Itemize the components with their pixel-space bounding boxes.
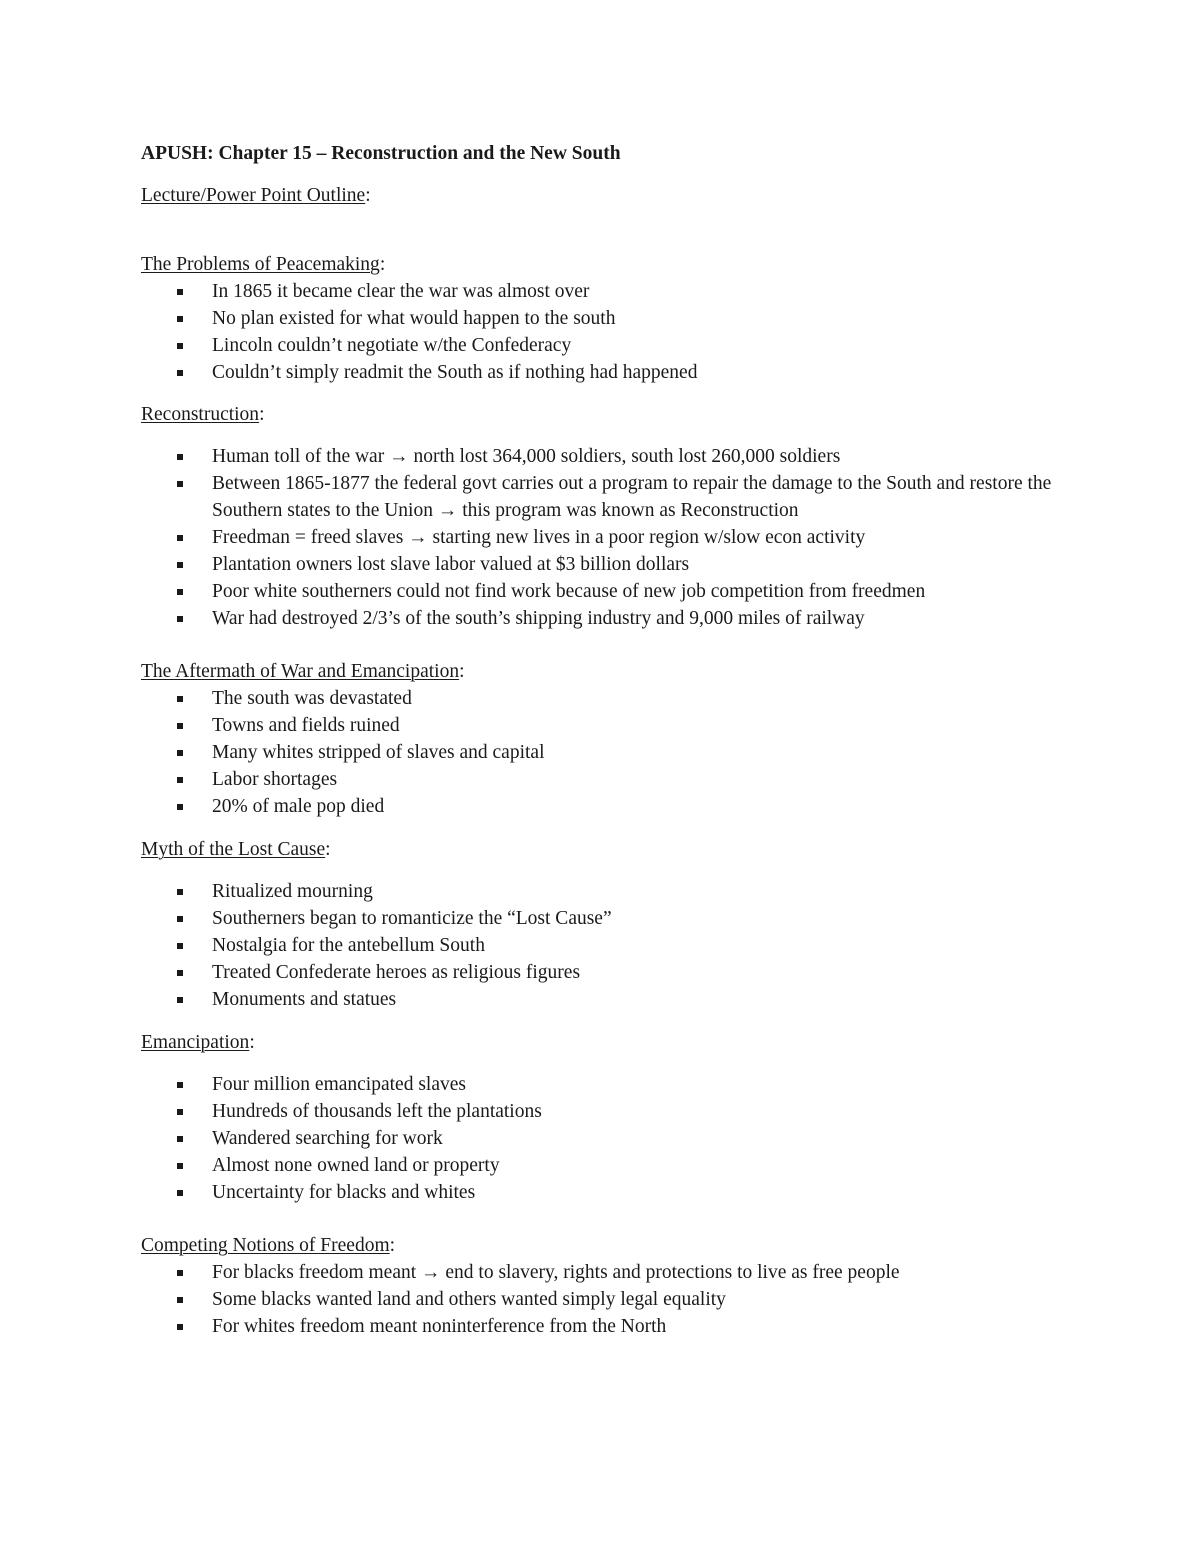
document-page <box>141 140 1081 1340</box>
list-item <box>141 524 1081 551</box>
list-item-text: Southerners began to romanticize the “Lost Cause” <box>212 908 612 929</box>
list-item-text: War had destroyed 2/3’s of the south’s shipping industry and 9,000 miles of railway <box>212 608 865 629</box>
list-item-text: For blacks freedom meant → end to slavery, rights and protections to live as free people <box>212 1262 900 1283</box>
list-item <box>141 305 1081 332</box>
list-item <box>141 1098 1081 1125</box>
list-item <box>141 332 1081 359</box>
list-item-text: No plan existed for what would happen to the south <box>212 308 616 329</box>
section-heading-problems-of-peacemaking <box>141 251 1081 278</box>
section-heading-text: Competing Notions of Freedom <box>141 1235 390 1256</box>
section-heading-text: Emancipation <box>141 1032 250 1053</box>
section-heading-colon: : <box>389 1235 396 1256</box>
section-heading-emancipation <box>141 1029 1081 1056</box>
list-item-text: Four million emancipated slaves <box>212 1074 466 1095</box>
list-item <box>141 793 1081 820</box>
list-item <box>141 1125 1081 1152</box>
list-item-text: For whites freedom meant noninterference from the North <box>212 1316 667 1337</box>
list-item <box>141 578 1081 605</box>
list-item-text: Between 1865-1877 the federal govt carries out a program to repair the damage to the South and restore the Southern states to the Union → this program was known as Reconstruction <box>212 473 1052 521</box>
list-item-text: Human toll of the war → north lost 364,000 soldiers, south lost 260,000 soldiers <box>212 446 841 467</box>
list-item <box>141 1313 1081 1340</box>
square-bullet-icon <box>177 1297 183 1303</box>
outline-subtitle-text: Lecture/Power Point Outline <box>141 185 366 206</box>
square-bullet-icon <box>177 723 183 729</box>
section-heading-competing-notions-of-freedom <box>141 1232 1081 1259</box>
list-item <box>141 1152 1081 1179</box>
outline-subtitle <box>141 182 1081 209</box>
list-item <box>141 878 1081 905</box>
bullet-list-competing-notions-of-freedom <box>141 1259 1081 1340</box>
section-heading-colon: : <box>325 839 331 860</box>
list-item-text: Nostalgia for the antebellum South <box>212 935 485 956</box>
square-bullet-icon <box>177 1082 183 1088</box>
square-bullet-icon <box>177 316 183 322</box>
list-item <box>141 766 1081 793</box>
list-item <box>141 1071 1081 1098</box>
square-bullet-icon <box>177 589 183 595</box>
list-item <box>141 470 1081 524</box>
square-bullet-icon <box>177 804 183 810</box>
square-bullet-icon <box>177 1136 183 1142</box>
list-item-text: Labor shortages <box>212 769 338 790</box>
list-item-text: Ritualized mourning <box>212 881 373 902</box>
section-heading-colon: : <box>259 404 265 425</box>
list-item-text: Hundreds of thousands left the plantations <box>212 1101 542 1122</box>
bullet-list-reconstruction <box>141 443 1081 632</box>
list-item <box>141 1259 1081 1286</box>
section-heading-myth-of-the-lost-cause <box>141 836 1081 863</box>
square-bullet-icon <box>177 696 183 702</box>
list-item-text: Towns and fields ruined <box>212 715 400 736</box>
square-bullet-icon <box>177 562 183 568</box>
section-heading-text: The Problems of Peacemaking <box>141 254 380 275</box>
list-item-text: Many whites stripped of slaves and capital <box>212 742 545 763</box>
list-item <box>141 605 1081 632</box>
bullet-list-myth-of-the-lost-cause <box>141 878 1081 1013</box>
list-item-text: Almost none owned land or property <box>212 1155 500 1176</box>
bullet-list-emancipation <box>141 1071 1081 1206</box>
square-bullet-icon <box>177 916 183 922</box>
square-bullet-icon <box>177 943 183 949</box>
bullet-list-aftermath-of-war <box>141 685 1081 820</box>
list-item <box>141 278 1081 305</box>
list-item <box>141 359 1081 386</box>
list-item <box>141 685 1081 712</box>
list-item-text: In 1865 it became clear the war was almost over <box>212 281 590 302</box>
bullet-list-problems-of-peacemaking <box>141 278 1081 386</box>
list-item <box>141 905 1081 932</box>
square-bullet-icon <box>177 454 183 460</box>
outline-subtitle-colon: : <box>365 185 371 206</box>
section-heading-reconstruction <box>141 401 1081 428</box>
list-item-text: The south was devastated <box>212 688 412 709</box>
list-item <box>141 1286 1081 1313</box>
list-item-text: Some blacks wanted land and others wanted simply legal equality <box>212 1289 726 1310</box>
list-item <box>141 959 1081 986</box>
square-bullet-icon <box>177 370 183 376</box>
section-heading-colon: : <box>379 254 386 275</box>
section-heading-text: The Aftermath of War and Emancipation <box>141 661 460 682</box>
list-item-text: 20% of male pop died <box>212 796 385 817</box>
list-item-text: Treated Confederate heroes as religious figures <box>212 962 581 983</box>
list-item-text: Plantation owners lost slave labor valued at $3 billion dollars <box>212 554 690 575</box>
square-bullet-icon <box>177 343 183 349</box>
list-item <box>141 932 1081 959</box>
section-heading-colon: : <box>249 1032 255 1053</box>
list-item-text: Uncertainty for blacks and whites <box>212 1182 476 1203</box>
square-bullet-icon <box>177 1324 183 1330</box>
list-item <box>141 739 1081 766</box>
square-bullet-icon <box>177 289 183 295</box>
section-heading-aftermath-of-war <box>141 658 1081 685</box>
list-item <box>141 712 1081 739</box>
square-bullet-icon <box>177 970 183 976</box>
list-item <box>141 986 1081 1013</box>
square-bullet-icon <box>177 889 183 895</box>
list-item <box>141 443 1081 470</box>
list-item-text: Freedman = freed slaves → starting new lives in a poor region w/slow econ activity <box>212 527 866 548</box>
square-bullet-icon <box>177 1163 183 1169</box>
square-bullet-icon <box>177 1270 183 1276</box>
list-item <box>141 551 1081 578</box>
square-bullet-icon <box>177 1109 183 1115</box>
list-item-text: Lincoln couldn’t negotiate w/the Confederacy <box>212 335 572 356</box>
square-bullet-icon <box>177 616 183 622</box>
list-item-text: Wandered searching for work <box>212 1128 443 1149</box>
square-bullet-icon <box>177 997 183 1003</box>
list-item-text: Poor white southerners could not find work because of new job competition from freedmen <box>212 581 926 602</box>
square-bullet-icon <box>177 750 183 756</box>
document-title: APUSH: Chapter 15 – Reconstruction and the New South <box>141 143 621 164</box>
list-item-text: Couldn’t simply readmit the South as if nothing had happened <box>212 362 698 383</box>
section-heading-colon: : <box>459 661 465 682</box>
square-bullet-icon <box>177 535 183 541</box>
list-item <box>141 1179 1081 1206</box>
square-bullet-icon <box>177 1190 183 1196</box>
square-bullet-icon <box>177 481 183 487</box>
square-bullet-icon <box>177 777 183 783</box>
section-heading-text: Reconstruction <box>141 404 260 425</box>
list-item-text: Monuments and statues <box>212 989 397 1010</box>
section-heading-text: Myth of the Lost Cause <box>141 839 326 860</box>
